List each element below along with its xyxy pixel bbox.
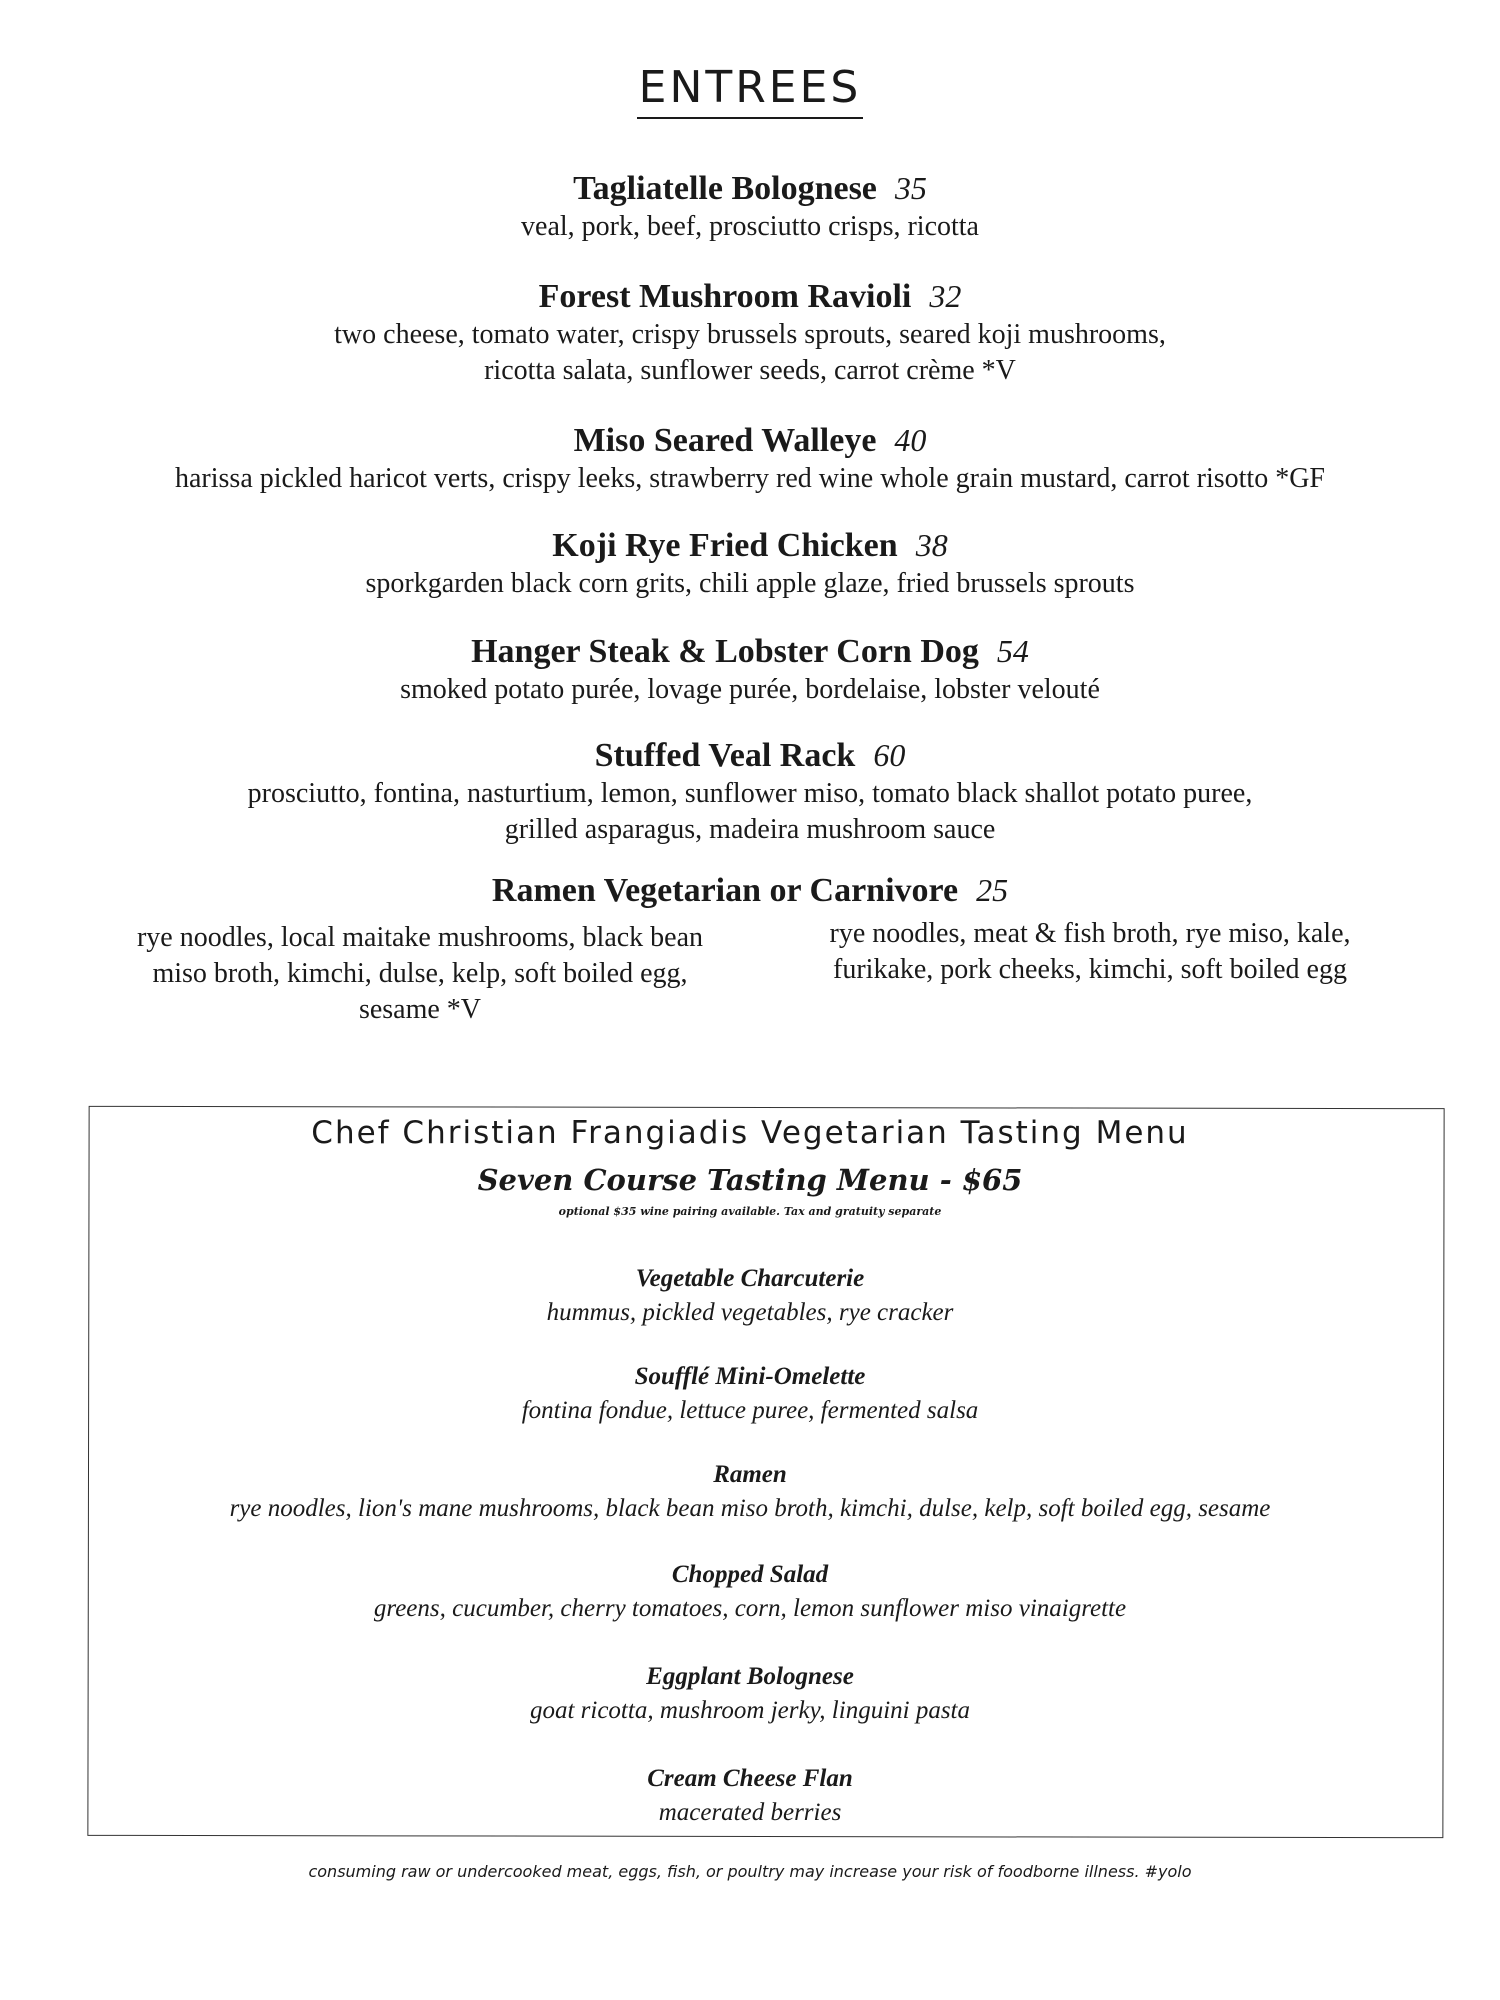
entree-item (0, 631, 1500, 708)
entree-name: Ramen Vegetarian or Carnivore (491, 872, 959, 909)
footer-disclaimer: consuming raw or undercooked meat, eggs, fish, or poultry may increase your risk of foodborne illness. #yolo (308, 1862, 1192, 1881)
tasting-menu-subheading: Seven Course Tasting Menu - $65 (477, 1163, 1023, 1197)
course-description: goat ricotta, mushroom jerky, linguini pasta (529, 1697, 971, 1724)
entree-name: Tagliatelle Bolognese (573, 170, 877, 207)
tasting-menu-heading: Chef Christian Frangiadis Vegetarian Tasting Menu (311, 1115, 1189, 1151)
entree-name: Hanger Steak & Lobster Corn Dog (471, 633, 979, 670)
entree-item (0, 735, 1500, 848)
entree-description: veal, pork, beef, prosciutto crisps, ricotta (521, 211, 979, 242)
entree-price: 54 (996, 633, 1029, 669)
ramen-line: rye noodles, local maitake mushrooms, black bean (136, 922, 704, 953)
entree-name-row (0, 168, 1500, 209)
ramen-carnivore-description (760, 916, 1420, 988)
entree-name: Forest Mushroom Ravioli (538, 278, 912, 315)
menu-title-text: ENTREES (637, 62, 864, 119)
course-name: Vegetable Charcuterie (635, 1265, 865, 1292)
tasting-course (0, 1360, 1500, 1428)
entree-name-row (0, 631, 1500, 672)
course-description: greens, cucumber, cherry tomatoes, corn, lemon sunflower miso vinaigrette (373, 1595, 1127, 1622)
entree-name: Stuffed Veal Rack (594, 737, 856, 774)
entree-name-row (0, 735, 1500, 776)
tasting-course (0, 1762, 1500, 1830)
tasting-course (0, 1558, 1500, 1626)
entree-name: Koji Rye Fried Chicken (552, 527, 898, 564)
entree-description: prosciutto, fontina, nasturtium, lemon, sunflower miso, tomato black shallot potato puree, (247, 778, 1253, 809)
entree-price: 40 (894, 422, 927, 458)
course-description: macerated berries (658, 1799, 842, 1826)
entree-price: 60 (873, 737, 906, 773)
tasting-course (0, 1262, 1500, 1330)
entree-price: 35 (894, 170, 927, 206)
entree-description: two cheese, tomato water, crispy brussels sprouts, seared koji mushrooms, (334, 319, 1166, 350)
tasting-course (0, 1458, 1500, 1526)
entree-name-row (0, 420, 1500, 461)
entree-item (0, 870, 1500, 911)
ramen-vegetarian-description (90, 920, 750, 1028)
entree-description: harissa pickled haricot verts, crispy leeks, strawberry red wine whole grain mustard, carrot risotto *GF (175, 463, 1325, 494)
course-name: Soufflé Mini-Omelette (634, 1363, 866, 1390)
entree-item (0, 276, 1500, 389)
course-name: Ramen (713, 1461, 787, 1488)
course-name: Eggplant Bolognese (646, 1663, 854, 1690)
entree-price: 25 (976, 872, 1009, 908)
tasting-course (0, 1660, 1500, 1728)
entree-name-row (0, 276, 1500, 317)
entree-item (0, 168, 1500, 245)
entree-name-row (0, 870, 1500, 911)
entree-name-row (0, 525, 1500, 566)
ramen-line: furikake, pork cheeks, kimchi, soft boiled egg (833, 954, 1347, 985)
course-name: Chopped Salad (671, 1561, 829, 1588)
ramen-line: miso broth, kimchi, dulse, kelp, soft boiled egg, (152, 958, 688, 989)
entree-item (0, 525, 1500, 602)
ramen-line: rye noodles, meat & fish broth, rye miso, kale, (829, 918, 1351, 949)
menu-title (0, 62, 1500, 113)
entree-description: grilled asparagus, madeira mushroom sauce (504, 814, 996, 845)
entree-description: ricotta salata, sunflower seeds, carrot crème *V (484, 355, 1016, 386)
entree-name: Miso Seared Walleye (573, 422, 877, 459)
entree-price: 32 (929, 278, 962, 314)
course-description: rye noodles, lion's mane mushrooms, black bean miso broth, kimchi, dulse, kelp, soft boiled egg, sesame (229, 1495, 1271, 1522)
entree-item (0, 420, 1500, 497)
entree-description: sporkgarden black corn grits, chili apple glaze, fried brussels sprouts (365, 568, 1135, 599)
tasting-menu-note: optional $35 wine pairing available. Tax and gratuity separate (558, 1205, 942, 1218)
entree-description: smoked potato purée, lovage purée, bordelaise, lobster velouté (400, 674, 1100, 705)
course-description: fontina fondue, lettuce puree, fermented salsa (521, 1397, 979, 1424)
course-description: hummus, pickled vegetables, rye cracker (546, 1299, 954, 1326)
entree-price: 38 (915, 527, 948, 563)
ramen-line: sesame *V (358, 994, 482, 1025)
course-name: Cream Cheese Flan (647, 1765, 853, 1792)
